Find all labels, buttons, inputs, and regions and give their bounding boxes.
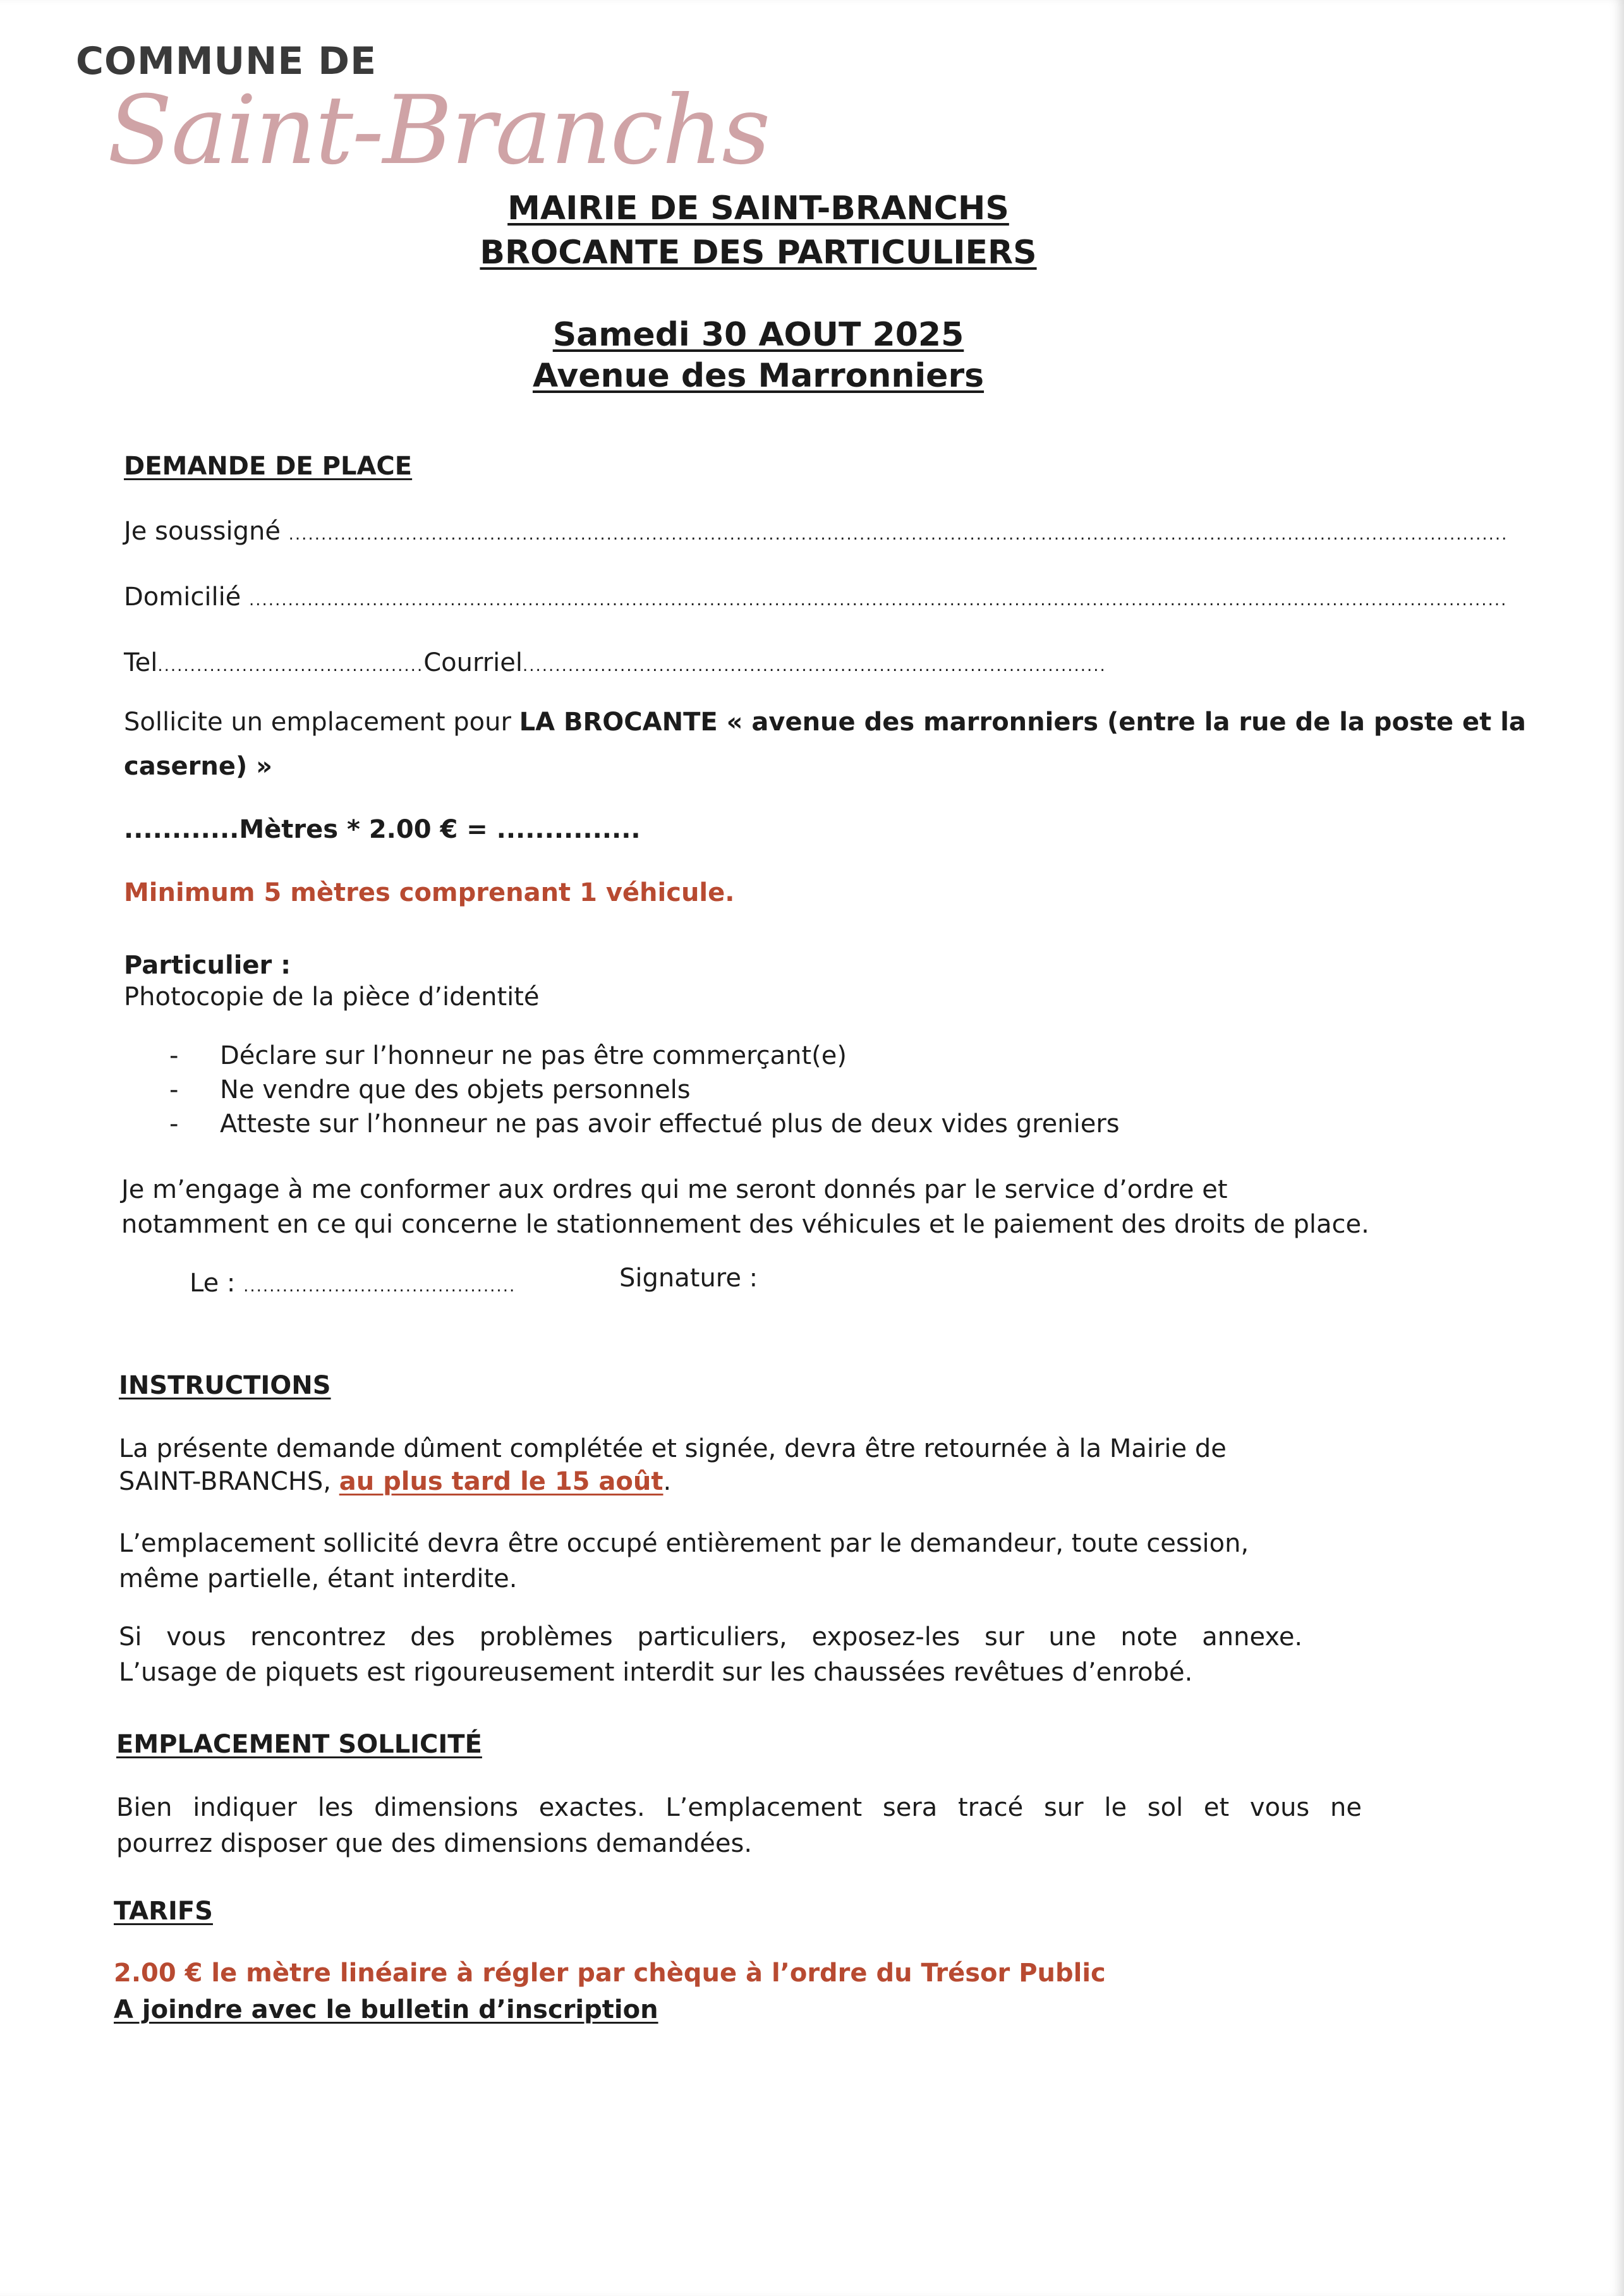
tel-label: Tel xyxy=(124,648,158,677)
section-tarifs: TARIFS xyxy=(114,1897,213,1926)
tel-courriel-row xyxy=(124,648,1106,677)
instructions-p1-line2 xyxy=(119,1467,671,1496)
engage-line1: Je m’engage à me conformer aux ordres qui me seront donnés par le service d’ordre et xyxy=(121,1175,1228,1204)
instructions-p3-line2: L’usage de piquets est rigoureusement interdit sur les chaussées revêtues d’enrobé. xyxy=(119,1658,1193,1687)
emplacement-line2: pourrez disposer que des dimensions demandées. xyxy=(116,1829,753,1858)
p1-prefix: SAINT-BRANCHS, xyxy=(119,1467,339,1496)
section-demande-de-place: DEMANDE DE PLACE xyxy=(124,452,413,481)
domicilie-row xyxy=(124,583,1507,612)
tarif-price: 2.00 € le mètre linéaire à régler par chèque à l’ordre du Trésor Public xyxy=(114,1959,1106,1988)
date-field[interactable]: .......................................... xyxy=(243,1277,516,1296)
soussigne-row xyxy=(124,517,1508,546)
bullet-text: Ne vendre que des objets personnels xyxy=(220,1075,691,1104)
signature-label: Signature : xyxy=(619,1264,758,1293)
soussigne-label: Je soussigné xyxy=(124,517,281,546)
bullet-dash: - xyxy=(169,1041,179,1070)
title-date: Samedi 30 AOUT 2025 xyxy=(552,316,964,354)
minimum-note: Minimum 5 mètres comprenant 1 véhicule. xyxy=(124,878,735,907)
bullet-text: Déclare sur l’honneur ne pas être commerçant(e) xyxy=(220,1041,847,1070)
list-item xyxy=(169,1075,691,1104)
tarif-joindre: A joindre avec le bulletin d’inscription xyxy=(114,1995,658,2024)
le-row xyxy=(190,1269,516,1298)
instructions-p2-line1: L’emplacement sollicité devra être occupé entièrement par le demandeur, toute cession, xyxy=(119,1529,1249,1558)
list-item xyxy=(169,1109,1120,1139)
metres-calculation[interactable]: ............Mètres * 2.00 € = ............... xyxy=(124,815,641,844)
section-instructions: INSTRUCTIONS xyxy=(119,1371,331,1400)
sollicite-line2: caserne) » xyxy=(124,752,273,781)
title-mairie: MAIRIE DE SAINT-BRANCHS xyxy=(507,190,1009,227)
engage-line2: notamment en ce qui concerne le stationnement des véhicules et le paiement des droits de place. xyxy=(121,1210,1369,1239)
domicilie-label: Domicilié xyxy=(124,583,241,612)
logo-script: Saint-Branchs xyxy=(107,76,770,186)
tel-field[interactable]: ......................................... xyxy=(157,656,424,675)
instructions-p3-line1-text: Si vous rencontrez des problèmes particuliers, exposez-les sur une note annexe. xyxy=(119,1622,1303,1652)
instructions-p3-line1 xyxy=(119,1622,1383,1652)
p1-suffix: . xyxy=(663,1467,672,1496)
list-item xyxy=(169,1041,847,1070)
logo-commune-text: COMMUNE DE xyxy=(76,39,377,83)
sollicite-line1 xyxy=(124,708,1526,737)
deadline-text: au plus tard le 15 août xyxy=(339,1467,664,1496)
title-brocante: BROCANTE DES PARTICULIERS xyxy=(480,234,1037,272)
photocopie-text: Photocopie de la pièce d’identité xyxy=(124,982,540,1012)
bullet-dash: - xyxy=(169,1109,179,1139)
sollicite-bold: LA BROCANTE « avenue des marronniers (entre la rue de la poste et la xyxy=(519,708,1526,737)
instructions-p2-line2: même partielle, étant interdite. xyxy=(119,1564,518,1593)
soussigne-field[interactable]: ............................................................................................................................................................................................ xyxy=(288,525,1508,544)
title-lieu: Avenue des Marronniers xyxy=(532,357,985,395)
bullet-dash: - xyxy=(169,1075,179,1104)
particulier-heading: Particulier : xyxy=(124,951,291,980)
emplacement-line1: Bien indiquer les dimensions exactes. L’emplacement sera tracé sur le sol et vous ne xyxy=(116,1793,1362,1822)
bullet-text: Atteste sur l’honneur ne pas avoir effectué plus de deux vides greniers xyxy=(220,1109,1120,1139)
domicilie-field[interactable]: .................................................................................................................................................................................................. xyxy=(249,591,1508,610)
sollicite-prefix: Sollicite un emplacement pour xyxy=(124,708,519,737)
courriel-field[interactable]: .......................................................................................... xyxy=(523,656,1106,675)
instructions-p1-line1: La présente demande dûment complétée et signée, devra être retournée à la Mairie de xyxy=(119,1434,1227,1463)
courriel-label: Courriel xyxy=(423,648,523,677)
section-emplacement: EMPLACEMENT SOLLICITÉ xyxy=(116,1730,482,1759)
le-label: Le : xyxy=(190,1269,244,1298)
